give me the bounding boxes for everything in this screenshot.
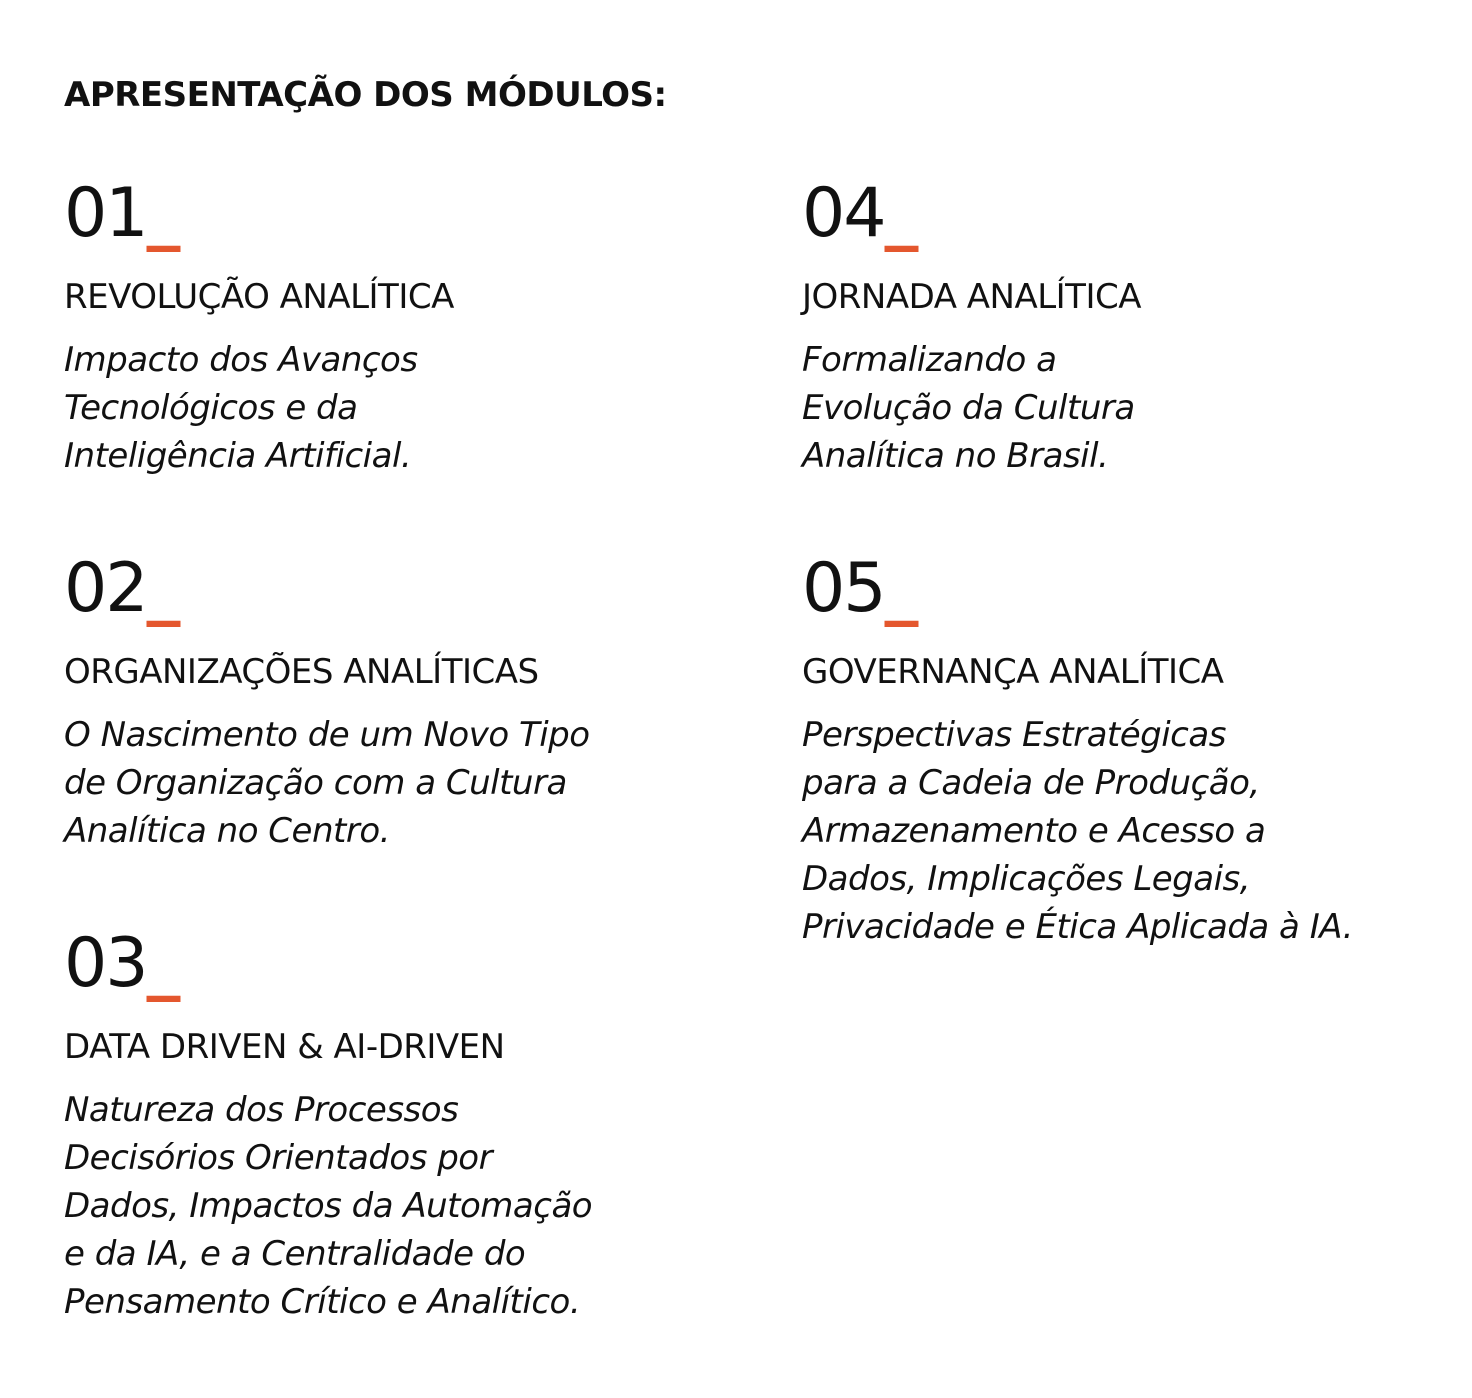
description-line: Tecnológicos e da [64, 388, 358, 428]
description-line: Perspectivas Estratégicas [802, 715, 1226, 755]
page-title: APRESENTAÇÃO DOS MÓDULOS: [64, 75, 667, 115]
accent-underscore: _ [884, 174, 919, 253]
module-number [64, 174, 724, 253]
description-line: Decisórios Orientados por [64, 1138, 493, 1178]
description-line: e da IA, e a Centralidade do [64, 1234, 526, 1274]
module-title: GOVERNANÇA ANALÍTICA [802, 652, 1224, 692]
accent-underscore: _ [884, 549, 919, 628]
module-number-digits: 03 [64, 924, 147, 1003]
description-line: Inteligência Artificial. [64, 436, 412, 476]
module-number [64, 549, 724, 628]
module-title: ORGANIZAÇÕES ANALÍTICAS [64, 652, 539, 692]
description-line: Dados, Impactos da Automação [64, 1186, 593, 1226]
module-01 [64, 174, 724, 480]
description-line: O Nascimento de um Novo Tipo [64, 715, 590, 755]
module-number-digits: 02 [64, 549, 147, 628]
description-line: Formalizando a [802, 340, 1057, 380]
accent-underscore: _ [146, 174, 181, 253]
module-title: DATA DRIVEN & AI-DRIVEN [64, 1027, 505, 1067]
description-line: Privacidade e Ética Aplicada à IA. [802, 907, 1353, 947]
module-description [802, 711, 1462, 951]
module-description [802, 336, 1462, 480]
description-line: Impacto dos Avanços [64, 340, 418, 380]
module-number [802, 549, 1462, 628]
description-line: Dados, Implicações Legais, [802, 859, 1251, 899]
module-description [64, 336, 724, 480]
module-title: JORNADA ANALÍTICA [802, 277, 1141, 317]
description-line: para a Cadeia de Produção, [802, 763, 1260, 803]
description-line: Pensamento Crítico e Analítico. [64, 1282, 581, 1322]
description-line: Armazenamento e Acesso a [802, 811, 1266, 851]
module-number-digits: 05 [802, 549, 885, 628]
accent-underscore: _ [146, 549, 181, 628]
module-number-digits: 04 [802, 174, 885, 253]
module-03 [64, 924, 724, 1326]
module-description [64, 711, 724, 855]
accent-underscore: _ [146, 924, 181, 1003]
module-number-digits: 01 [64, 174, 147, 253]
module-04 [802, 174, 1462, 480]
module-description [64, 1086, 724, 1326]
module-number [64, 924, 724, 1003]
description-line: Analítica no Brasil. [802, 436, 1109, 476]
module-05 [802, 549, 1462, 951]
description-line: de Organização com a Cultura [64, 763, 567, 803]
module-number [802, 174, 1462, 253]
module-title: REVOLUÇÃO ANALÍTICA [64, 277, 454, 317]
description-line: Analítica no Centro. [64, 811, 390, 851]
module-02 [64, 549, 724, 855]
description-line: Natureza dos Processos [64, 1090, 459, 1130]
description-line: Evolução da Cultura [802, 388, 1135, 428]
